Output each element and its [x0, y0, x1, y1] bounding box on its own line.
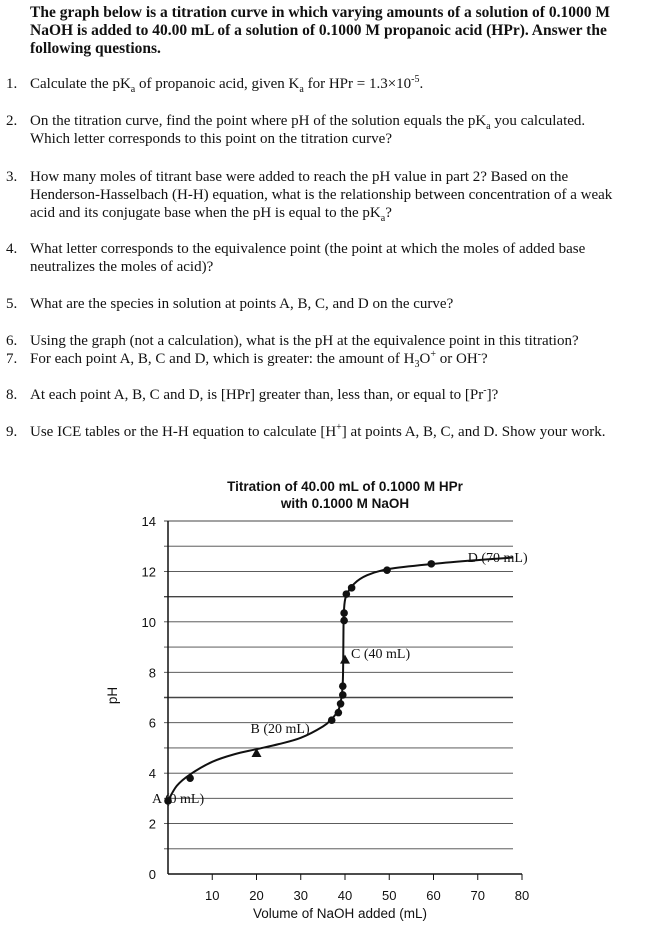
- question-text-segment: acid and its conjugate base when the pH is equal to the pK: [30, 205, 381, 221]
- question-text-segment: ?: [481, 351, 488, 367]
- x-tick-label: 30: [293, 888, 308, 903]
- question-subscript: a: [299, 84, 304, 95]
- question-subscript: 3: [414, 359, 420, 370]
- data-point: [343, 590, 351, 598]
- point-label-a: A (0 mL): [152, 791, 205, 807]
- question-text-segment: Henderson-Hasselbach (H-H) equation, what is the relationship between concentration of a weak: [30, 187, 613, 203]
- y-tick-label: 2: [148, 816, 156, 832]
- question-number: 5.: [6, 296, 18, 312]
- question-subscript: a: [486, 121, 491, 132]
- point-label-b: B (20 mL): [250, 721, 310, 737]
- question-text-segment: ] at points A, B, C, and D. Show your work.: [341, 424, 606, 440]
- data-point: [328, 716, 336, 724]
- y-tick-label: 14: [141, 514, 156, 529]
- question-text-segment: Use ICE tables or the H-H equation to calculate [H: [30, 424, 337, 440]
- question-text-segment: How many moles of titrant base were added to reach the pH value in part 2? Based on the: [30, 169, 569, 185]
- chart-title-line2: with 0.1000 M NaOH: [280, 496, 410, 511]
- question-number: 3.: [6, 169, 18, 185]
- data-point: [335, 709, 343, 717]
- x-tick-label: 80: [514, 888, 530, 903]
- data-point: [339, 691, 347, 699]
- question-supscript: -5: [411, 74, 420, 85]
- question-text-segment: Calculate the pK: [30, 76, 131, 92]
- question-subscript: a: [380, 213, 386, 224]
- question-text-segment: you calculated.: [490, 113, 586, 129]
- x-tick-label: 20: [249, 888, 264, 903]
- question-text-segment: neutralizes the moles of acid)?: [30, 259, 214, 275]
- question-text-segment: or OH: [436, 351, 478, 367]
- point-label-d: D (70 mL): [467, 551, 528, 567]
- x-tick-label: 70: [470, 888, 485, 903]
- question-supscript: +: [336, 422, 342, 433]
- y-tick-label: 0: [148, 867, 156, 882]
- x-tick-label: 50: [382, 888, 397, 903]
- data-point: [186, 774, 194, 782]
- data-point: [340, 609, 348, 617]
- x-tick-label: 10: [205, 888, 220, 903]
- y-tick-label: 12: [141, 564, 156, 580]
- data-point: [427, 560, 435, 568]
- question-text-segment: Using the graph (not a calculation), what is the pH at the equivalence point in this titration?: [30, 333, 579, 349]
- triangle-marker: [340, 655, 350, 664]
- question-number: 7.: [6, 351, 18, 367]
- question-text-segment: What are the species in solution at points A, B, C, and D on the curve?: [30, 296, 454, 312]
- question-number: 9.: [6, 424, 18, 440]
- y-tick-label: 6: [148, 715, 156, 731]
- intro-text: The graph below is a titration curve in which varying amounts of a solution of 0.1000 M NaOH is added to 40.00 mL of a solution of 0.1000 M propanoic acid (HPr). Answer the following questions.: [30, 4, 610, 57]
- question-text-segment: of propanoic acid, given K: [135, 76, 300, 92]
- question-text-segment: for HPr = 1.3×10: [303, 76, 412, 92]
- question-text-segment: .: [419, 76, 424, 92]
- question-text-segment: ]?: [486, 387, 499, 403]
- question-supscript: +: [430, 349, 436, 360]
- data-point: [340, 617, 348, 625]
- question-number: 4.: [6, 241, 18, 257]
- question-text-segment: On the titration curve, find the point where pH of the solution equals the pK: [30, 113, 487, 129]
- x-tick-label: 40: [337, 888, 353, 903]
- question-text-segment: At each point A, B, C and D, is [HPr] greater than, less than, or equal to [Pr: [30, 387, 484, 403]
- data-point: [383, 566, 391, 574]
- question-supscript: -: [483, 385, 487, 396]
- y-tick-label: 4: [148, 766, 156, 782]
- question-text-segment: Which letter corresponds to this point on the titration curve?: [30, 131, 392, 147]
- titration-curve: [168, 558, 513, 801]
- question-number: 6.: [6, 333, 18, 349]
- point-label-c: C (40 mL): [351, 646, 411, 662]
- x-axis-label: Volume of NaOH added (mL): [252, 906, 428, 921]
- data-point: [337, 700, 345, 708]
- question-text-segment: ?: [385, 205, 392, 221]
- question-supscript: -: [477, 349, 482, 360]
- y-tick-label: 10: [141, 614, 156, 630]
- question-subscript: a: [130, 84, 136, 95]
- question-text-segment: For each point A, B, C and D, which is greater: the amount of H: [30, 351, 415, 367]
- chart-title-line1: Titration of 40.00 mL of 0.1000 M HPr: [227, 479, 463, 494]
- y-tick-label: 8: [148, 665, 156, 681]
- question-number: 1.: [6, 76, 18, 92]
- y-axis-label: pH: [105, 686, 121, 705]
- data-point: [348, 584, 356, 592]
- data-point: [339, 682, 347, 690]
- question-number: 8.: [6, 387, 18, 403]
- x-tick-label: 60: [426, 888, 441, 903]
- question-number: 2.: [6, 113, 18, 129]
- question-text-segment: What letter corresponds to the equivalence point (the point at which the moles of added base: [30, 241, 586, 257]
- question-text-segment: O: [419, 351, 431, 367]
